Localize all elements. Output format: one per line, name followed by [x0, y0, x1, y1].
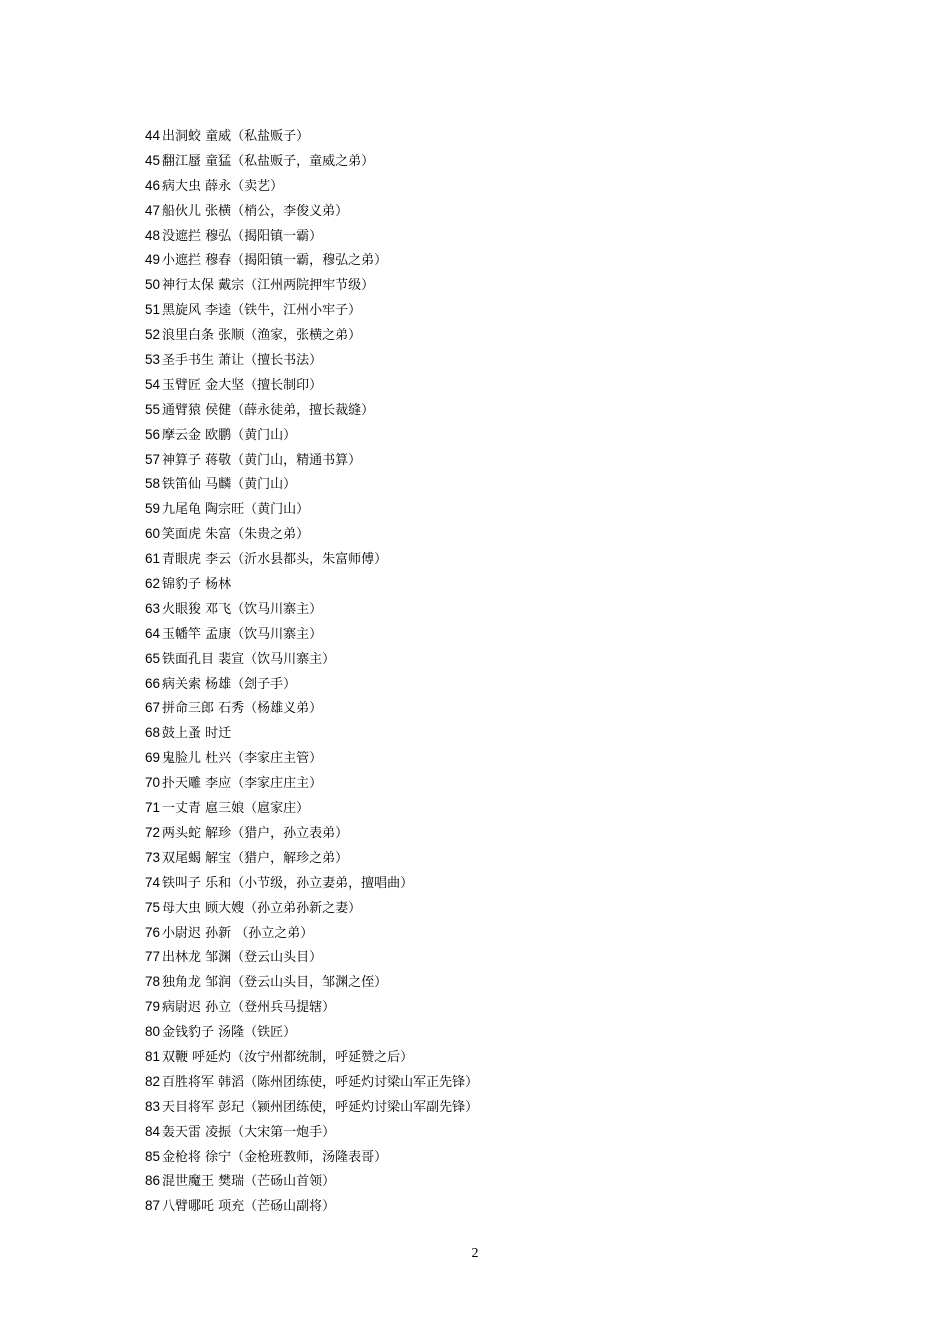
list-item: [145, 771, 478, 796]
entry-text: 八臂哪吒 项充（芒砀山副将）: [162, 1199, 336, 1215]
list-item: [145, 970, 478, 995]
list-item: [145, 1045, 478, 1070]
entry-number: 61: [145, 551, 161, 567]
entry-text: 没遮拦 穆弘（揭阳镇一霸）: [162, 228, 323, 244]
entry-number: 70: [145, 775, 161, 791]
entry-number: 51: [145, 302, 161, 318]
list-item: [145, 647, 478, 672]
entry-text: 扑天雕 李应（李家庄庄主）: [162, 776, 323, 792]
entry-text: 翻江蜃 童猛（私盐贩子，童威之弟）: [162, 153, 375, 169]
entry-text: 锦豹子 杨林: [162, 577, 232, 593]
list-item: [145, 1169, 478, 1194]
entry-number: 78: [145, 974, 161, 990]
list-item: [145, 921, 478, 946]
entry-text: 小尉迟 孙新 （孙立之弟）: [162, 925, 314, 941]
entry-text: 金钱豹子 汤隆（铁匠）: [162, 1025, 297, 1041]
entry-text: 轰天雷 凌振（大宋第一炮手）: [162, 1124, 336, 1140]
entry-number: 47: [145, 202, 161, 218]
list-item: [145, 821, 478, 846]
entry-text: 浪里白条 张顺（渔家，张横之弟）: [162, 328, 362, 344]
list-item: [145, 273, 478, 298]
list-item: [145, 995, 478, 1020]
list-item: [145, 298, 478, 323]
entry-number: 50: [145, 277, 161, 293]
entry-text: 病关索 杨雄（刽子手）: [162, 676, 297, 692]
entry-number: 83: [145, 1098, 161, 1114]
entry-number: 64: [145, 625, 161, 641]
entry-number: 66: [145, 675, 161, 691]
list-item: [145, 423, 478, 448]
entry-number: 84: [145, 1123, 161, 1139]
list-item: [145, 622, 478, 647]
entry-text: 独角龙 邹润（登云山头目，邹渊之侄）: [162, 975, 388, 991]
entry-text: 鬼脸儿 杜兴（李家庄主管）: [162, 751, 323, 767]
entry-number: 59: [145, 501, 161, 517]
entry-number: 79: [145, 999, 161, 1015]
entry-text: 神算子 蒋敬（黄门山，精通书算）: [162, 452, 362, 468]
entry-number: 86: [145, 1173, 161, 1189]
list-item: [145, 199, 478, 224]
entry-text: 母大虫 顾大嫂（孙立弟孙新之妻）: [162, 900, 362, 916]
entry-text: 通臂猿 侯健（薛永徒弟，擅长裁缝）: [162, 402, 375, 418]
entry-text: 混世魔王 樊瑞（芒砀山首领）: [162, 1174, 336, 1190]
list-item: [145, 871, 478, 896]
list-item: [145, 896, 478, 921]
entry-text: 百胜将军 韩滔（陈州团练使，呼延灼讨梁山军正先锋）: [162, 1074, 479, 1090]
list-item: [145, 1145, 478, 1170]
entry-text: 笑面虎 朱富（朱贵之弟）: [162, 527, 310, 543]
entry-number: 44: [145, 128, 161, 143]
list-item: [145, 373, 478, 398]
list-item: [145, 472, 478, 497]
list-item: [145, 224, 478, 249]
entry-number: 63: [145, 600, 161, 616]
entry-number: 73: [145, 849, 161, 865]
entry-text: 病尉迟 孙立（登州兵马提辖）: [162, 1000, 336, 1016]
list-item: [145, 149, 478, 174]
entry-number: 85: [145, 1148, 161, 1164]
entry-number: 58: [145, 476, 161, 492]
entry-number: 67: [145, 700, 161, 716]
entry-number: 71: [145, 800, 161, 816]
entry-number: 60: [145, 526, 161, 542]
entry-number: 68: [145, 725, 161, 741]
entry-text: 神行太保 戴宗（江州两院押牢节级）: [162, 278, 375, 294]
list-item: [145, 796, 478, 821]
entry-number: 65: [145, 650, 161, 666]
entry-text: 铁笛仙 马麟（黄门山）: [162, 477, 297, 493]
list-item: [145, 448, 478, 473]
entry-number: 48: [145, 227, 161, 243]
entry-number: 57: [145, 451, 161, 467]
entry-number: 62: [145, 576, 161, 592]
entry-text: 一丈青 扈三娘（扈家庄）: [162, 801, 310, 817]
entry-text: 拼命三郎 石秀（杨雄义弟）: [162, 701, 323, 717]
entry-number: 80: [145, 1024, 161, 1040]
list-item: [145, 348, 478, 373]
entry-text: 圣手书生 萧让（擅长书法）: [162, 353, 323, 369]
entry-text: 黑旋风 李逵（铁牛，江州小牢子）: [162, 303, 362, 319]
entry-text: 金枪将 徐宁（金枪班教师，汤隆表哥）: [162, 1149, 388, 1165]
entry-number: 46: [145, 177, 161, 193]
entry-text: 天目将军 彭玘（颍州团练使，呼延灼讨梁山军副先锋）: [162, 1099, 479, 1115]
entry-number: 53: [145, 352, 161, 368]
entry-number: 55: [145, 401, 161, 417]
entry-text: 玉幡竿 孟康（饮马川寨主）: [162, 626, 323, 642]
entry-number: 56: [145, 426, 161, 442]
entry-number: 75: [145, 899, 161, 915]
entry-number: 87: [145, 1198, 161, 1214]
entry-text: 铁叫子 乐和（小节级，孙立妻弟，擅唱曲）: [162, 875, 414, 891]
entry-text: 玉臂匠 金大坚（擅长制印）: [162, 377, 323, 393]
list-item: [145, 547, 478, 572]
entry-text: 九尾龟 陶宗旺（黄门山）: [162, 502, 310, 518]
entry-text: 青眼虎 李云（沂水县都头，朱富师傅）: [162, 552, 388, 568]
entry-number: 72: [145, 824, 161, 840]
list-item: [145, 1070, 478, 1095]
list-item: [145, 672, 478, 697]
entry-text: 双鞭 呼延灼（汝宁州都统制，呼延赞之后）: [162, 1049, 414, 1065]
list-item: [145, 597, 478, 622]
entry-text: 船伙儿 张横（梢公，李俊义弟）: [162, 203, 349, 219]
list-item: [145, 572, 478, 597]
list-item: [145, 746, 478, 771]
list-item: [145, 398, 478, 423]
list-item: [145, 721, 478, 746]
entry-text: 出洞蛟 童威（私盐贩子）: [162, 129, 310, 144]
entry-text: 摩云金 欧鹏（黄门山）: [162, 427, 297, 443]
entry-number: 76: [145, 924, 161, 940]
list-item: [145, 248, 478, 273]
entry-number: 49: [145, 252, 161, 268]
entry-text: 火眼狻 邓飞（饮马川寨主）: [162, 601, 323, 617]
list-item: [145, 846, 478, 871]
entry-number: 45: [145, 152, 161, 168]
entry-text: 铁面孔目 裴宣（饮马川寨主）: [162, 651, 336, 667]
entry-number: 52: [145, 327, 161, 343]
entry-number: 82: [145, 1073, 161, 1089]
entry-text: 鼓上蚤 时迁: [162, 726, 232, 742]
entry-text: 小遮拦 穆春（揭阳镇一霸，穆弘之弟）: [162, 253, 388, 269]
list-item: [145, 696, 478, 721]
list-item: [145, 1095, 478, 1120]
entry-number: 77: [145, 949, 161, 965]
entry-number: 69: [145, 750, 161, 766]
list-item: [145, 497, 478, 522]
entry-text: 出林龙 邹渊（登云山头目）: [162, 950, 323, 966]
entry-number: 74: [145, 874, 161, 890]
list-item: [145, 945, 478, 970]
entry-number: 54: [145, 376, 161, 392]
list-item: [145, 174, 478, 199]
page-number: 2: [471, 1246, 479, 1261]
list-item: [145, 1120, 478, 1145]
entry-text: 病大虫 薛永（卖艺）: [162, 178, 284, 194]
character-list: [145, 124, 478, 1219]
entry-text: 双尾蝎 解宝（猎户，解珍之弟）: [162, 850, 349, 866]
list-item: [145, 522, 478, 547]
entry-text: 两头蛇 解珍（猎户，孙立表弟）: [162, 825, 349, 841]
entry-number: 81: [145, 1048, 161, 1064]
list-item: [145, 124, 478, 149]
list-item: [145, 1194, 478, 1219]
list-item: [145, 1020, 478, 1045]
list-item: [145, 323, 478, 348]
